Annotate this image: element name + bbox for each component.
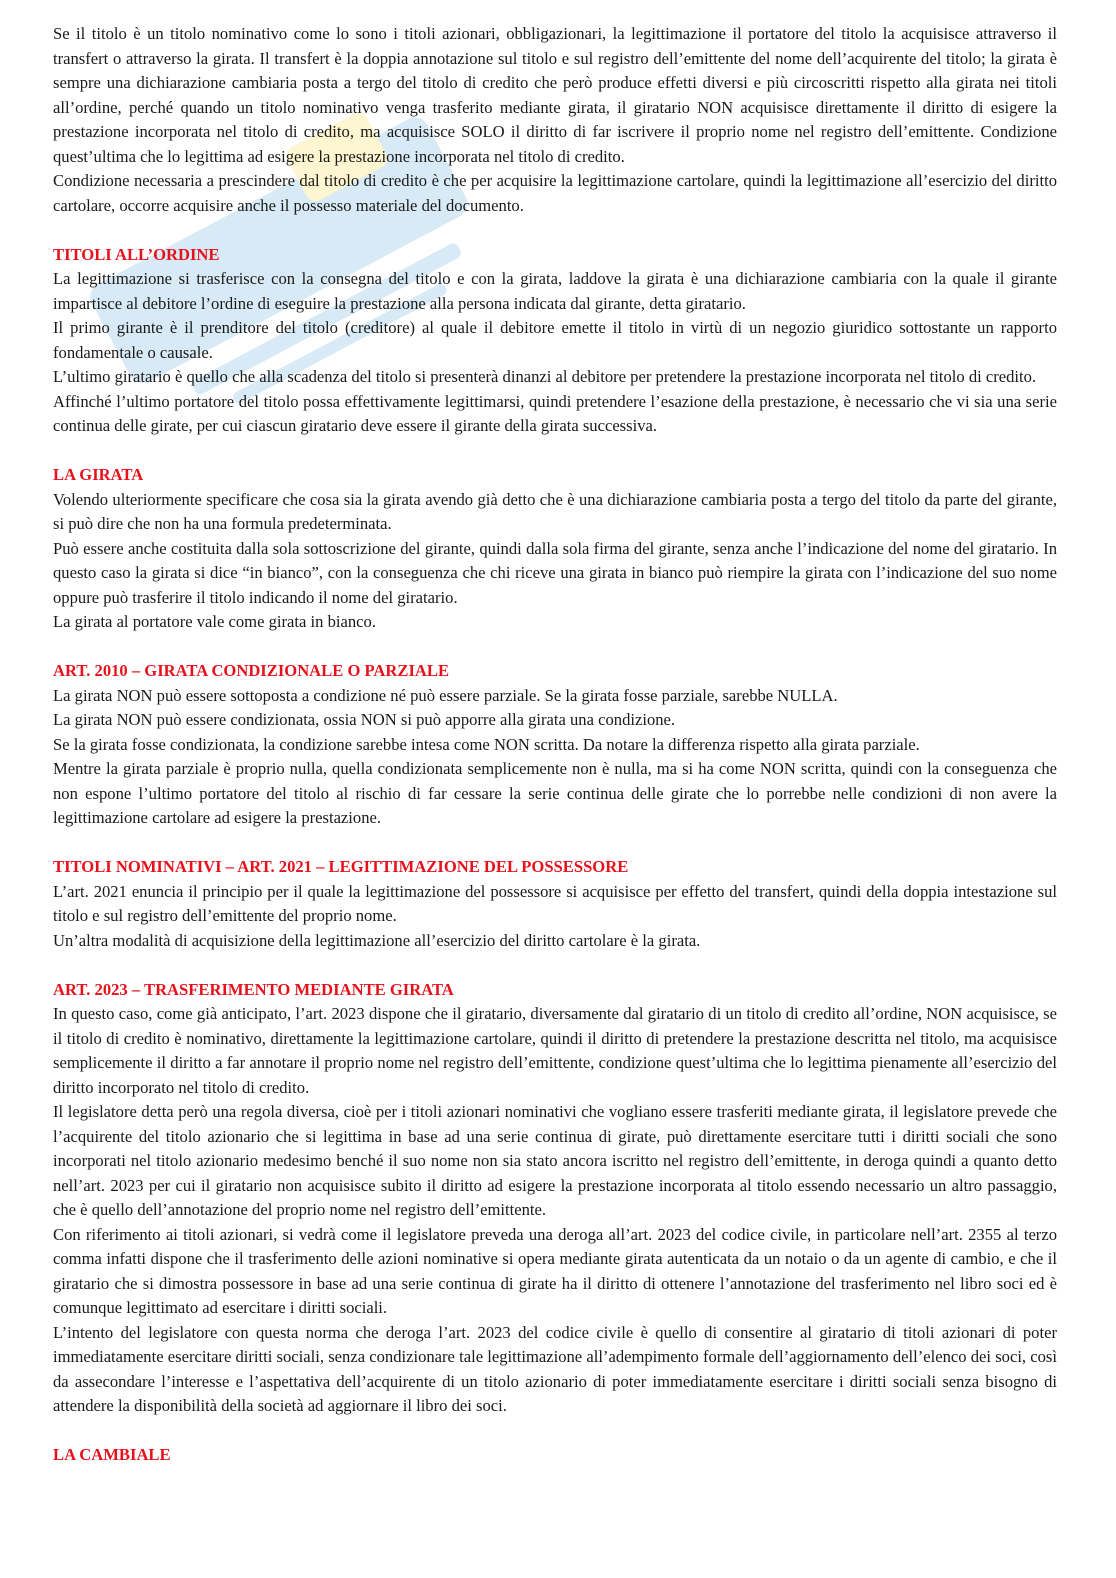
- heading-la-cambiale: LA CAMBIALE: [53, 1445, 171, 1464]
- body-paragraph: La girata NON può essere sottoposta a condizione né può essere parziale. Se la girata fosse parziale, sarebbe NULLA.: [53, 685, 838, 705]
- body-paragraph: Affinché l’ultimo portatore del titolo possa effettivamente legittimarsi, quindi pretendere l’esazione della prestazione, è necessario che vi sia una serie continua delle girate, per cui ciascun giratario deve essere il girante della girata successiva.: [53, 391, 1057, 435]
- heading-art-2023: ART. 2023 – TRASFERIMENTO MEDIANTE GIRATA: [53, 979, 454, 999]
- heading-art-2010: ART. 2010 – GIRATA CONDIZIONALE O PARZIALE: [53, 661, 450, 680]
- body-paragraph: Il legislatore detta però una regola diversa, cioè per i titoli azionari nominativi che vogliano essere trasferiti mediante girata, il legislatore prevede che l’acquirente del titolo azionario che si legittima in base ad una serie continua di girate, può direttamente esercitare tutti i diritti sociali che sono incorporati nel titolo azionario medesimo benché il suo nome non sia stato ancora iscritto nel registro dell’emittente, in deroga quindi a quanto detto nell’art. 2023 per cui il giratario non acquisisce subito il diritto ad esigere la prestazione incorporata al titolo essendo necessario un altro passaggio, che è quello dell’annotazione del proprio nome nel registro dell’emittente.: [53, 1102, 1057, 1219]
- body-paragraph: In questo caso, come già anticipato, l’art. 2023 dispone che il giratario, diversamente dal giratario di un titolo di credito all’ordine, NON acquisisce, se il titolo di credito è nominativo, direttamente la legittimazione cartolare, quindi il diritto di pretendere la prestazione descritta nel titolo, ma acquisisce semplicemente il diritto a far annotare il proprio nome nel registro dell’emittente, condizione quest’ultima che lo legittima pienamente all’esercizio del diritto incorporato nel titolo di credito.: [53, 1004, 1057, 1097]
- body-paragraph: L’ultimo giratario è quello che alla scadenza del titolo si presenterà dinanzi al debitore per pretendere la prestazione incorporata nel titolo di credito.: [53, 367, 1037, 386]
- body-paragraph: Il primo girante è il prenditore del titolo (creditore) al quale il debitore emette il titolo in virtù di un negozio giuridico sottostante un rapporto fondamentale o causale.: [53, 318, 1057, 362]
- heading-la-girata: LA GIRATA: [53, 465, 144, 484]
- body-paragraph: L’art. 2021 enuncia il principio per il quale la legittimazione del possessore si acquisisce per effetto del transfert, quindi della doppia intestazione sul titolo e sul registro dell’emittente del proprio nome.: [53, 881, 1057, 925]
- body-paragraph: Mentre la girata parziale è proprio nulla, quella condizionata semplicemente non è nulla, ma si ha come NON scritta, quindi con la conseguenza che non espone l’ultimo portatore del titolo al rischio di far cessare la serie continua delle girate che lo porrebbe nelle condizioni di non avere la legittimazione cartolare ad esigere la prestazione.: [53, 759, 1057, 827]
- document-page: [53, 22, 1057, 1468]
- body-paragraph: L’intento del legislatore con questa norma che deroga l’art. 2023 del codice civile è quello di consentire al giratario di titoli azionari di poter immediatamente esercitare diritti sociali, senza condizionare tale legittimazione all’adempimento formale dell’aggiornamento dell’elenco dei soci, così da assecondare l’interesse e l’aspettativa dell’acquirente di un titolo azionario di poter immediatamente esercitare i diritti sociali senza bisogno di attendere la disponibilità della società ad aggiornare il libro dei soci.: [53, 1322, 1057, 1415]
- body-paragraph: Volendo ulteriormente specificare che cosa sia la girata avendo già detto che è una dichiarazione cambiaria posta a tergo del titolo da parte del girante, si può dire che non ha una formula predeterminata.: [53, 489, 1057, 533]
- body-paragraph: La legittimazione si trasferisce con la consegna del titolo e con la girata, laddove la girata è una dichiarazione cambiaria con la quale il girante impartisce al debitore l’ordine di eseguire la prestazione alla persona indicata dal girante, detta giratario.: [53, 269, 1057, 313]
- body-paragraph: La girata NON può essere condizionata, ossia NON si può apporre alla girata una condizione.: [53, 710, 676, 729]
- heading-titoli-all-ordine: TITOLI ALL’ORDINE: [53, 244, 220, 264]
- body-paragraph: Può essere anche costituita dalla sola sottoscrizione del girante, quindi dalla sola firma del girante, senza anche l’indicazione del nome del giratario. In questo caso la girata si dice “in bianco”, con la conseguenza che chi riceve una girata in bianco può riempire la girata con l’indicazione del suo nome oppure può trasferire il titolo indicando il nome del giratario.: [53, 538, 1057, 607]
- intro-paragraph-1: Se il titolo è un titolo nominativo come lo sono i titoli azionari, obbligazionari, la legittimazione il portatore del titolo la acquisisce attraverso il transfert o attraverso la girata. Il transfert è la doppia annotazione sul titolo e sul registro dell’emittente del nome dell’acquirente del titolo; la girata è sempre una dichiarazione cambiaria posta a tergo del titolo di credito che però produce effetti diversi e più circoscritti rispetto alla girata nei titoli all’ordine, perché quando un titolo nominativo venga trasferito mediante girata, il giratario NON acquisisce direttamente il diritto di esigere la prestazione incorporata nel titolo di credito, ma acquisisce SOLO il diritto di far iscrivere il proprio nome nel registro dell’emittente. Condizione quest’ultima che lo legittima ad esigere la prestazione incorporata nel titolo di credito.: [53, 24, 1057, 166]
- heading-titoli-nominativi-art-2021: TITOLI NOMINATIVI – ART. 2021 – LEGITTIMAZIONE DEL POSSESSORE: [53, 857, 629, 876]
- body-paragraph: La girata al portatore vale come girata in bianco.: [53, 612, 376, 631]
- body-paragraph: Con riferimento ai titoli azionari, si vedrà come il legislatore preveda una deroga all’art. 2023 del codice civile, in particolare nell’art. 2355 al terzo comma infatti dispone che il trasferimento delle azioni nominative si opera mediante girata autenticata da un notaio o da un agente di cambio, e che il giratario che si dimostra possessore in base ad una serie continua di girate ha il diritto di ottenere l’annotazione del trasferimento nel libro soci ed è comunque legittimato ad esercitare i diritti sociali.: [53, 1224, 1057, 1317]
- body-paragraph: Se la girata fosse condizionata, la condizione sarebbe intesa come NON scritta. Da notare la differenza rispetto alla girata parziale.: [53, 734, 920, 754]
- intro-paragraph-2: Condizione necessaria a prescindere dal titolo di credito è che per acquisire la legittimazione cartolare, quindi la legittimazione all’esercizio del diritto cartolare, occorre acquisire anche il possesso materiale del documento.: [53, 171, 1057, 215]
- body-paragraph: Un’altra modalità di acquisizione della legittimazione all’esercizio del diritto cartolare è la girata.: [53, 930, 701, 950]
